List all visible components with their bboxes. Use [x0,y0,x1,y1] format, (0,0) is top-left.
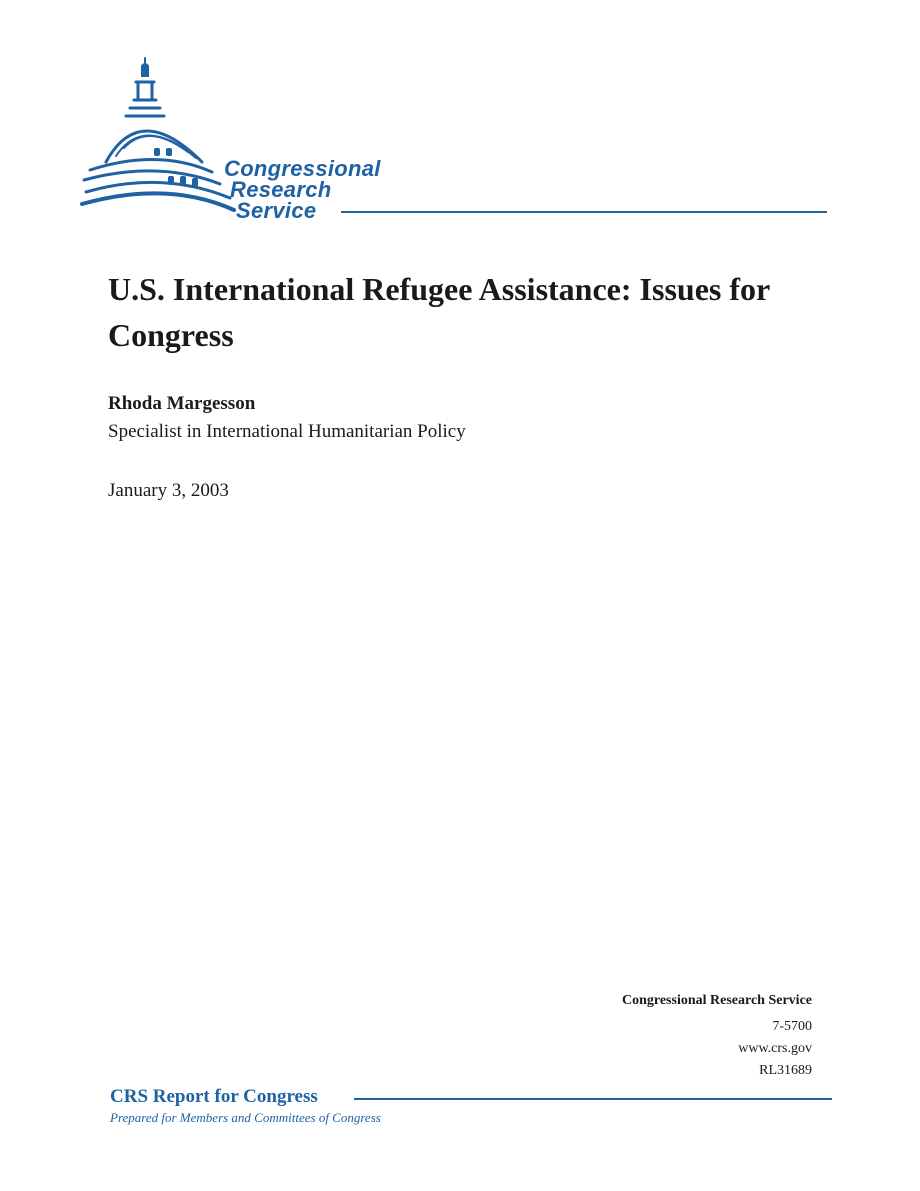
logo-word-congressional: Congressional [224,156,381,181]
logo-word-research: Research [230,177,332,202]
crs-dome-logo-icon [78,52,238,222]
publisher-org: Congressional Research Service [621,993,812,1008]
report-number: RL31689 [759,1063,812,1078]
publisher-phone: 7-5700 [772,1019,812,1034]
footer-title: CRS Report for Congress [110,1086,318,1107]
report-date: January 3, 2003 [108,480,229,501]
report-title: U.S. International Refugee Assistance: Issues for Congress [108,271,770,353]
author-name: Rhoda Margesson [108,393,256,414]
footer-subtitle: Prepared for Members and Committees of Congress [110,1110,381,1125]
author-title: Specialist in International Humanitarian Policy [108,421,466,442]
publisher-info [622,990,812,1082]
publisher-website[interactable]: www.crs.gov [738,1041,812,1056]
logo-divider [341,211,827,213]
logo-word-service: Service [236,198,317,223]
footer-divider [354,1098,832,1100]
